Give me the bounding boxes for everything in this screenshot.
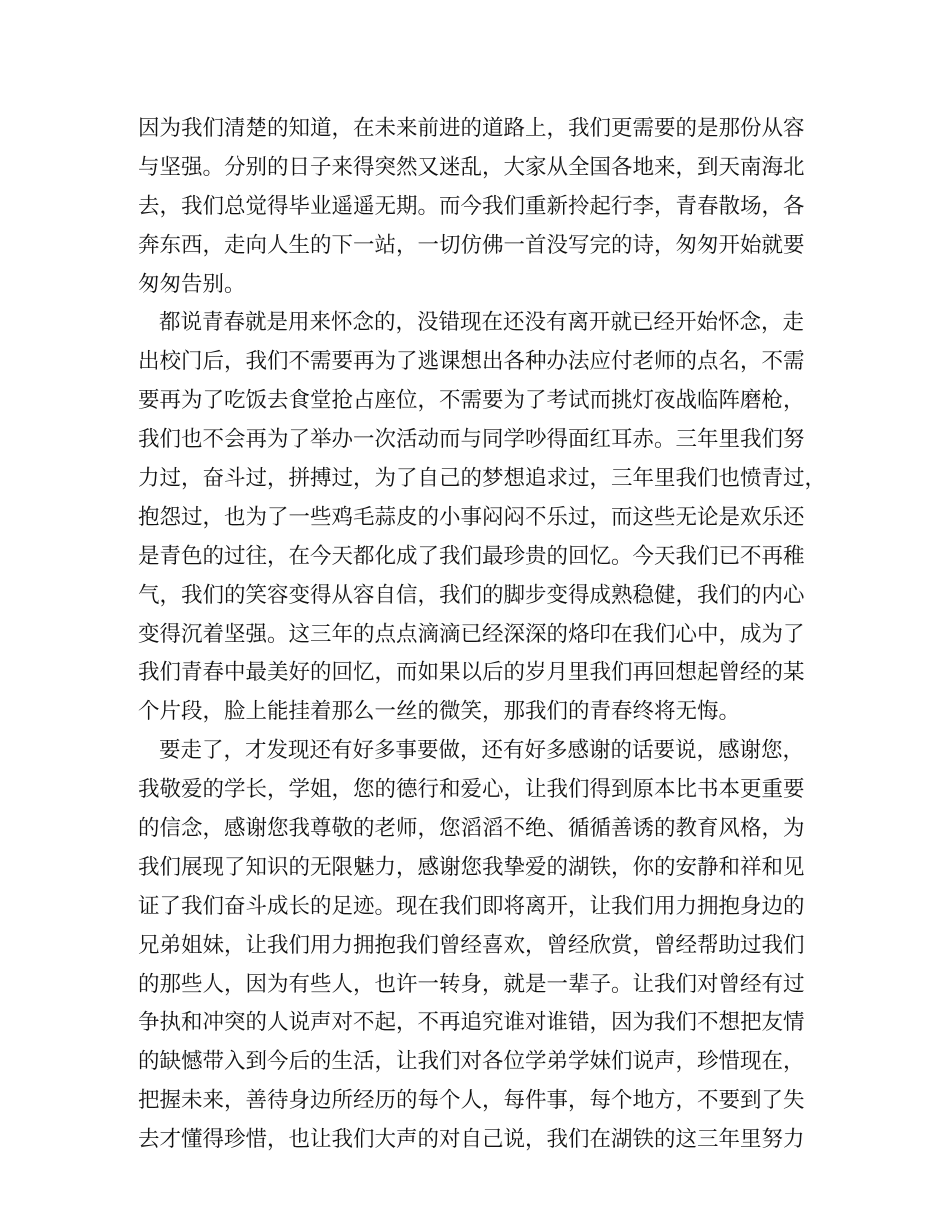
text-line: 奔东西，走向人生的下一站，一切仿佛一首没写完的诗，匆匆开始就要 (138, 232, 805, 258)
text-line: 要再为了吃饭去食堂抢占座位，不需要为了考试而挑灯夜战临阵磨枪， (138, 388, 805, 414)
text-line: 匆匆告别。 (138, 271, 246, 297)
text-line: 的缺憾带入到今后的生活，让我们对各位学弟学妹们说声，珍惜现在， (138, 1049, 805, 1075)
text-line: 我们展现了知识的无限魅力，感谢您我挚爱的湖铁，你的安静和祥和见 (138, 854, 805, 880)
text-line: 去，我们总觉得毕业遥遥无期。而今我们重新拎起行李，青春散场，各 (138, 193, 805, 219)
text-line: 把握未来，善待身边所经历的每个人，每件事，每个地方，不要到了失 (138, 1088, 805, 1114)
text-line: 个片段，脸上能挂着那么一丝的微笑，那我们的青春终将无悔。 (138, 699, 741, 725)
text-line: 气，我们的笑容变得从容自信，我们的脚步变得成熟稳健，我们的内心 (138, 582, 805, 608)
text-line: 变得沉着坚强。这三年的点点滴滴已经深深的烙印在我们心中，成为了 (138, 621, 805, 647)
text-line: 因为我们清楚的知道，在未来前进的道路上，我们更需要的是那份从容 (138, 116, 805, 141)
text-line: 力过，奋斗过，拼搏过，为了自己的梦想追求过，三年里我们也愤青过， (138, 466, 827, 492)
text-line: 我敬爱的学长，学姐，您的德行和爱心，让我们得到原本比书本更重要 (138, 777, 805, 803)
text-line: 的信念，感谢您我尊敬的老师，您滔滔不绝、循循善诱的教育风格，为 (138, 816, 805, 842)
text-line: 都说青春就是用来怀念的，没错现在还没有离开就已经开始怀念，走 (159, 310, 805, 336)
text-line: 证了我们奋斗成长的足迹。现在我们即将离开，让我们用力拥抱身边的 (138, 893, 805, 919)
text-line: 我们也不会再为了举办一次活动而与同学吵得面红耳赤。三年里我们努 (138, 427, 805, 453)
paragraph-3 (138, 732, 828, 1160)
text-line: 的那些人，因为有些人，也许一转身，就是一辈子。让我们对曾经有过 (138, 971, 805, 997)
text-line: 要走了，才发现还有好多事要做，还有好多感谢的话要说，感谢您， (159, 738, 805, 764)
text-line: 是青色的过往，在今天都化成了我们最珍贵的回忆。今天我们已不再稚 (138, 543, 805, 569)
text-line: 我们青春中最美好的回忆，而如果以后的岁月里我们再回想起曾经的某 (138, 660, 805, 686)
document-body (138, 110, 828, 1160)
text-line: 抱怨过，也为了一些鸡毛蒜皮的小事闷闷不乐过，而这些无论是欢乐还 (138, 504, 805, 530)
paragraph-1 (138, 110, 828, 304)
text-line: 出校门后，我们不需要再为了逃课想出各种办法应付老师的点名，不需 (138, 349, 805, 375)
text-line: 去才懂得珍惜，也让我们大声的对自己说，我们在湖铁的这三年里努力 (138, 1127, 805, 1153)
text-line: 争执和冲突的人说声对不起，不再追究谁对谁错，因为我们不想把友情 (138, 1010, 805, 1036)
text-line: 与坚强。分别的日子来得突然又迷乱，大家从全国各地来，到天南海北 (138, 154, 805, 180)
text-line: 兄弟姐妹，让我们用力拥抱我们曾经喜欢，曾经欣赏，曾经帮助过我们 (138, 932, 805, 958)
paragraph-2 (138, 304, 828, 732)
